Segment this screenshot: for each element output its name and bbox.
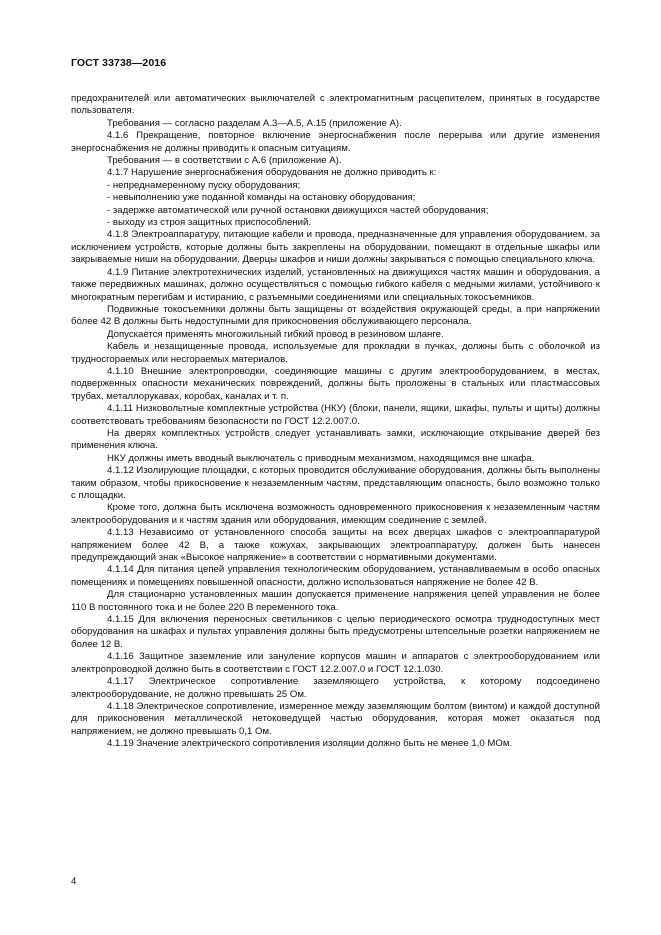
paragraph-4-1-16: 4.1.16 Защитное заземление или зануление корпусов машин и аппаратов с электрооборудованием или электропроводкой должно быть в соответствии с ГОСТ 12.2.007.0 и ГОСТ 12.1.030.	[71, 651, 600, 675]
paragraph-4-1-11: 4.1.11 Низковольтные комплектные устройства (НКУ) (блоки, панели, ящики, шкафы, пульты и щиты) должны соответствовать требованиям безопасности по ГОСТ 12.2.007.0.	[71, 403, 600, 427]
paragraph: Кабель и незащищенные провода, используемые для прокладки в пучках, должны быть с оболочкой из трудносгораемых или несгораемых материалов.	[71, 341, 600, 365]
paragraph: Требования — согласно разделам А.3—А.5, А.15 (приложение А).	[107, 117, 402, 129]
paragraph: НКУ должны иметь вводный выключатель с приводным механизмом, находящимся вне шкафа.	[107, 452, 535, 464]
paragraph: 4.1.7 Нарушение энергоснабжения оборудования не должно приводить к:	[107, 167, 437, 179]
list-item: - задержке автоматической или ручной остановки движущихся частей оборудования;	[107, 204, 489, 216]
paragraph-4-1-14: 4.1.14 Для питания цепей управления технологическим оборудованием, устанавливаемым в особо опасных помещениях и помещениях повышенной опасности, должно использоваться напряжение не более 42 В.	[71, 564, 600, 588]
paragraph-4-1-18: 4.1.18 Электрическое сопротивление, измеренное между заземляющим болтом (винтом) и каждой доступной для прикосновения металлической нетоковедущей частью оборудования, которая может оказаться под напряжением, не должно превышать 0,1 Ом.	[71, 700, 600, 737]
paragraph: Для стационарно установленных машин допускается применение напряжения цепей управления не более 110 В постоянного тока и не более 220 В переменного тока.	[71, 589, 600, 613]
paragraph-4-1-19: 4.1.19 Значение электрического сопротивления изоляции должно быть не менее 1,0 МОм.	[107, 738, 513, 750]
paragraph: предохранителей или автоматических выключателей с электромагнитным расцепителем, принятых в государстве пользователя.	[71, 93, 600, 117]
paragraph: 4.1.6 Прекращение, повторное включение энергоснабжения после перерыва или другие изменения энергоснабжения не должны приводить к опасным ситуациям.	[71, 130, 600, 154]
paragraph-4-1-8: 4.1.8 Электроаппаратуру, питающие кабели и провода, предназначенные для управления оборудованием, за исключением устройств, которые должны быть закреплены на оборудовании, помещают в отдельные шкафы или закрываемые ниши на оборудовании. Дверцы шкафов и ниши должны закрываться с помощью специального ключа.	[71, 229, 600, 266]
document-body	[71, 93, 600, 751]
paragraph-4-1-15: 4.1.15 Для включения переносных светильников с целью периодического осмотра труднодоступных мест оборудования на шкафах и пультах управления должны быть предусмотрены штепсельные розетки напряжением не более 12 В.	[71, 614, 600, 650]
list-item: - непреднамеренному пуску оборудования;	[107, 179, 301, 191]
list-item: - невыполнению уже поданной команды на остановку оборудования;	[107, 192, 416, 204]
paragraph-4-1-13: 4.1.13 Независимо от установленного способа защиты на всех дверцах шкафов с электроаппаратурой напряжением более 42 В, а также кожухах, закрывающих электроаппаратуру, должен быть нанесен предупреждающий знак «Высокое напряжение» в соответствии с нормативными документами.	[71, 527, 600, 564]
paragraph-4-1-10: 4.1.10 Внешние электропроводки, соединяющие машины с другим электрооборудованием, в местах, подверженных опасности механических повреждений, должны быть проложены в стальных или пластмассовых трубах, металлорукавах, коробах, каналах и т. п.	[71, 365, 600, 402]
paragraph: Допускается применять многожильный гибкий провод в резиновом шланге.	[107, 328, 444, 340]
document-header: ГОСТ 33738—2016	[71, 57, 167, 69]
paragraph: Подвижные токосъемники должны быть защищены от воздействия окружающей среды, а при напряжении более 42 В должны быть недоступными для прикосновения обслуживающего персонала.	[71, 303, 600, 328]
page-number: 4	[71, 876, 77, 887]
paragraph: Кроме того, должна быть исключена возможность одновременного прикосновения к незаземленным частям электрооборудования и к частям здания или оборудования, имеющим соединение с землей.	[71, 502, 600, 526]
paragraph: Требования — в соответствии с А.6 (приложение А).	[107, 155, 342, 167]
bullet-list	[71, 180, 600, 230]
paragraph-4-1-9: 4.1.9 Питание электротехнических изделий, установленных на движущихся частях машин и оборудования, а также передвижных машинах, должно осуществляться с помощью гибкого кабеля с медными жилами, устойчивого к многократным перегибам и истиранию, с разъемными соединениями или специальных токосъемников.	[71, 266, 600, 303]
list-item: - выходу из строя защитных приспособлений.	[107, 217, 312, 229]
paragraph-4-1-17: 4.1.17 Электрическое сопротивление заземляющего устройства, к которому подсоединено электрооборудование, не должно превышать 25 Ом.	[71, 676, 600, 700]
paragraph: На дверях комплектных устройств следует устанавливать замки, исключающие открывание дверей без применения ключа.	[71, 427, 600, 452]
paragraph-4-1-12: 4.1.12 Изолирующие площадки, с которых проводится обслуживание оборудования, должны быть выполнены таким образом, чтобы прикосновение к незаземленным частям, представляющим опасность, было возможно только с площадки.	[71, 465, 600, 501]
